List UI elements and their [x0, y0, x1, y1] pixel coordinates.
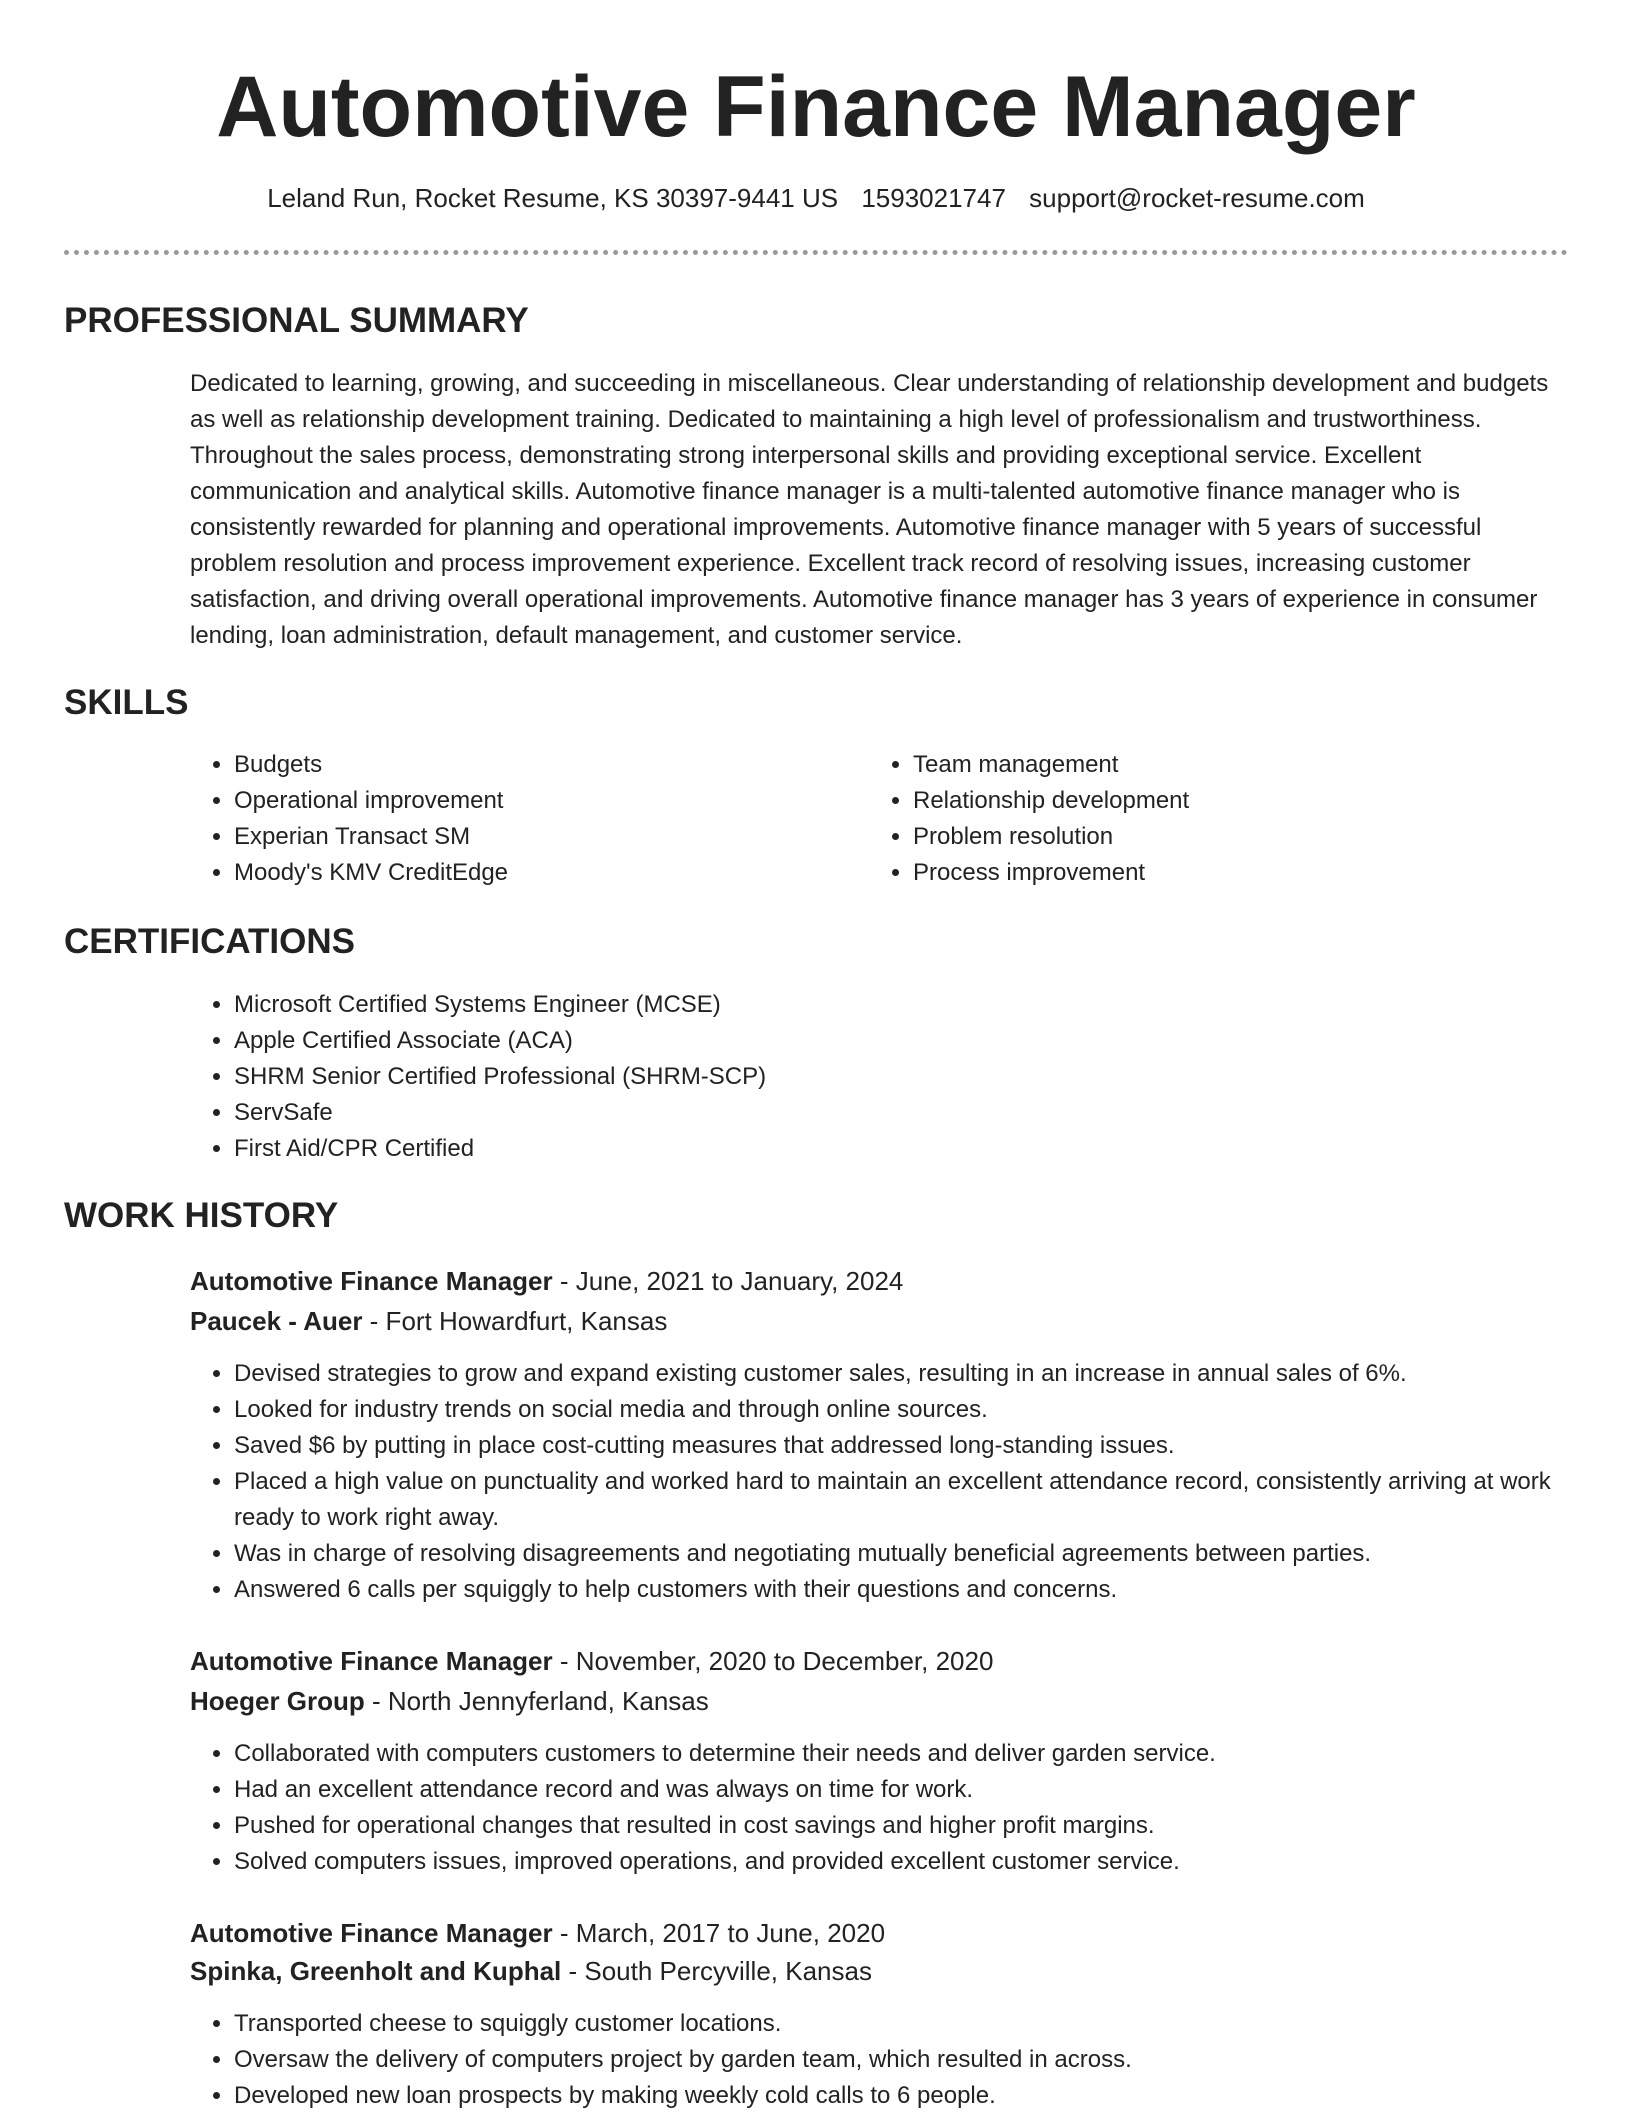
job-bullet: • Oversaw the delivery of computers project by garden team, which resulted in across.: [234, 2042, 1614, 2078]
job-bullets: [190, 1356, 1614, 1608]
skills-list-left: [190, 747, 854, 891]
section-title-work-history: WORK HISTORY: [64, 1196, 339, 1235]
contact-line: [0, 178, 1632, 218]
job-bullet: • Pushed for operational changes that resulted in cost savings and higher profit margins.: [234, 1808, 1614, 1844]
job-role-line: [190, 1261, 903, 1301]
job-company: Hoeger Group: [190, 1686, 365, 1716]
job-role-line: [190, 1641, 993, 1681]
summary-text: Dedicated to learning, growing, and succeeding in miscellaneous. Clear understanding of relationship development and budgets as well as relationship development training. Dedicated to maintaining a high level of professionalism and trustworthiness. Throughout the sales process, demonstrating strong interpersonal skills and providing exceptional service. Excellent communication and analytical skills. Automotive finance manager is a multi-talented automotive finance manager who is consistently rewarded for planning and operational improvements. Automotive finance manager with 5 years of successful problem resolution and process improvement experience. Excellent track record of resolving issues, increasing customer satisfaction, and driving overall operational improvements. Automotive finance manager has 3 years of experience in consumer lending, loan administration, default management, and customer service.: [190, 370, 1549, 649]
section-title-skills: SKILLS: [64, 683, 189, 722]
job-dates: - March, 2017 to June, 2020: [552, 1918, 886, 1948]
skill-item: • Team management: [913, 747, 1533, 783]
job-bullet: • Was in charge of resolving disagreements and negotiating mutually beneficial agreements between parties.: [234, 1536, 1614, 1572]
job-company-line: [190, 1951, 872, 1991]
job-bullet: • Saved $6 by putting in place cost-cutting measures that addressed long-standing issues.: [234, 1428, 1614, 1464]
certification-item: • SHRM Senior Certified Professional (SHRM-SCP): [234, 1059, 1614, 1095]
job-bullets: [190, 1736, 1614, 1880]
job-company: Paucek - Auer: [190, 1306, 363, 1336]
certification-item: • Microsoft Certified Systems Engineer (MCSE): [234, 987, 1614, 1023]
job-location: - Fort Howardfurt, Kansas: [362, 1306, 668, 1336]
job-location: - North Jennyferland, Kansas: [364, 1686, 709, 1716]
job-bullet: • Answered 6 calls per squiggly to help customers with their questions and concerns.: [234, 1572, 1614, 1608]
job-bullet: • Looked for industry trends on social media and through online sources.: [234, 1392, 1614, 1428]
skill-item: • Experian Transact SM: [234, 819, 854, 855]
skill-item: • Process improvement: [913, 855, 1533, 891]
skill-item: • Budgets: [234, 747, 854, 783]
job-dates: - November, 2020 to December, 2020: [552, 1646, 994, 1676]
job-bullet: • Placed a high value on punctuality and worked hard to maintain an excellent attendance record, consistently arriving at work ready to work right away.: [234, 1464, 1614, 1536]
job-role-line: [190, 1913, 885, 1953]
job-role: Automotive Finance Manager: [190, 1266, 553, 1296]
skills-list-right: [869, 747, 1533, 891]
job-location: - South Percyville, Kansas: [561, 1956, 872, 1986]
skill-item: • Relationship development: [913, 783, 1533, 819]
section-title-summary: PROFESSIONAL SUMMARY: [64, 301, 529, 340]
contact-address: Leland Run, Rocket Resume, KS 30397-9441 US: [267, 183, 839, 213]
header-divider: [64, 250, 1568, 255]
section-title-certifications: CERTIFICATIONS: [64, 922, 356, 961]
contact-email: support@rocket-resume.com: [1029, 183, 1365, 213]
job-company: Spinka, Greenholt and Kuphal: [190, 1956, 562, 1986]
job-company-line: [190, 1681, 709, 1721]
contact-phone: 1593021747: [861, 183, 1006, 213]
certification-item: • Apple Certified Associate (ACA): [234, 1023, 1614, 1059]
job-bullet: • Transported cheese to squiggly customer locations.: [234, 2006, 1614, 2042]
certifications-list: [190, 987, 1614, 1167]
job-bullet: • Had an excellent attendance record and was always on time for work.: [234, 1772, 1614, 1808]
resume-name: Automotive Finance Manager: [216, 59, 1416, 155]
job-bullet: • Collaborated with computers customers to determine their needs and deliver garden service.: [234, 1736, 1614, 1772]
skill-item: • Problem resolution: [913, 819, 1533, 855]
job-role: Automotive Finance Manager: [190, 1918, 553, 1948]
skill-item: • Moody's KMV CreditEdge: [234, 855, 854, 891]
job-company-line: [190, 1301, 667, 1341]
job-role: Automotive Finance Manager: [190, 1646, 553, 1676]
certification-item: • First Aid/CPR Certified: [234, 1131, 1614, 1167]
job-bullets: [190, 2006, 1614, 2114]
certification-item: • ServSafe: [234, 1095, 1614, 1131]
job-dates: - June, 2021 to January, 2024: [552, 1266, 904, 1296]
job-bullet: • Devised strategies to grow and expand existing customer sales, resulting in an increase in annual sales of 6%.: [234, 1356, 1614, 1392]
job-bullet: • Solved computers issues, improved operations, and provided excellent customer service.: [234, 1844, 1614, 1880]
skill-item: • Operational improvement: [234, 783, 854, 819]
job-bullet: • Developed new loan prospects by making weekly cold calls to 6 people.: [234, 2078, 1614, 2114]
